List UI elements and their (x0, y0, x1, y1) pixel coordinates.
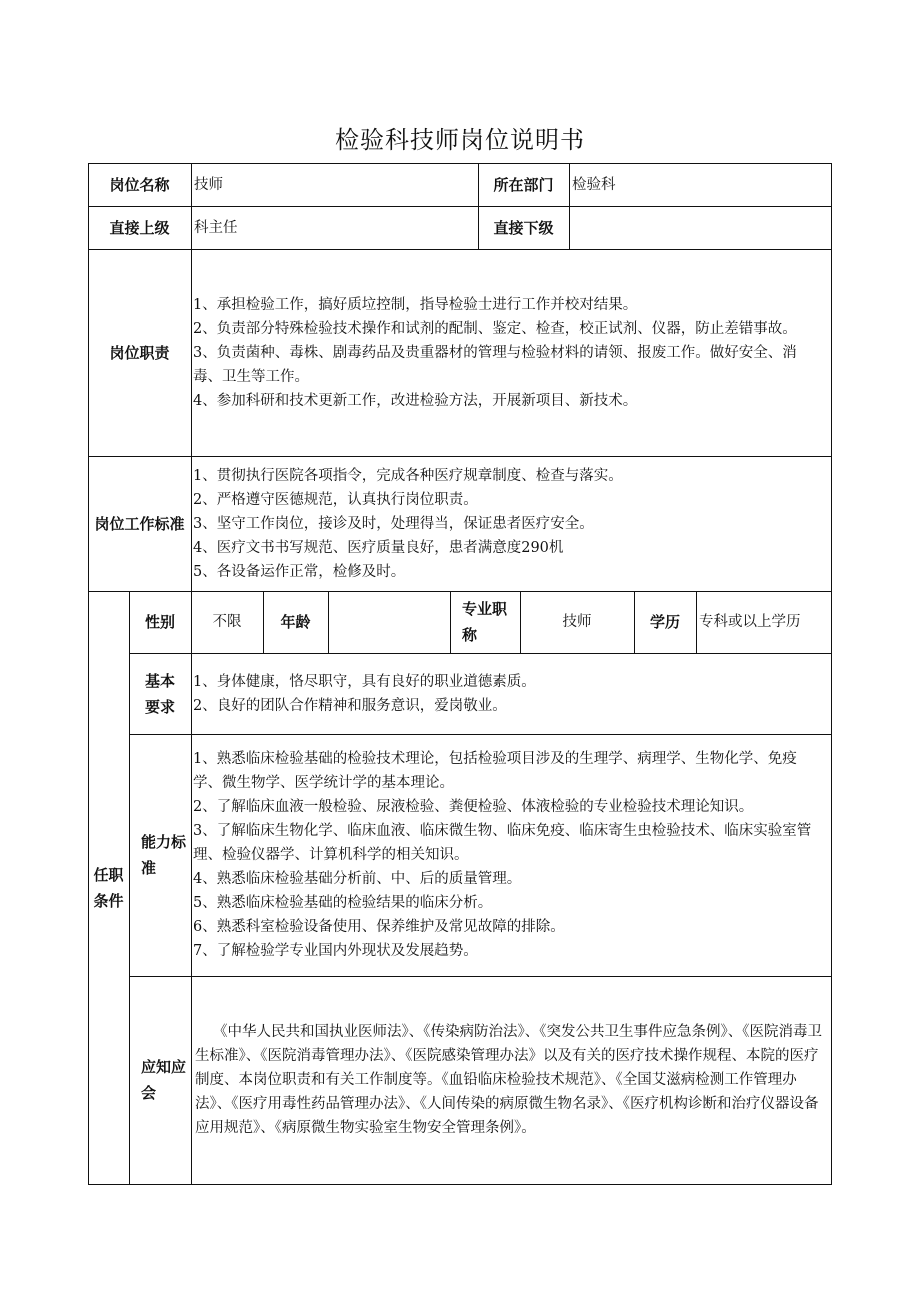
list-item: 1、贯彻执行医院各项指令，完成各种医疗规章制度、检查与落实。 (193, 467, 623, 484)
duties-label: 岗位职责 (109, 343, 170, 362)
list-item: 3、了解临床生物化学、临床血液、临床微生物、临床免疫、临床寄生虫检验技术、临床实验室管理、检验仪器学、计算机科学的相关知识。 (193, 823, 812, 863)
ability-standards-label-line1: 能力标 (141, 833, 187, 851)
gender-value: 不限 (212, 614, 242, 630)
superior-value: 科主任 (194, 219, 238, 236)
required-knowledge-label-line2: 会 (141, 1084, 157, 1102)
required-knowledge-label-line1: 应知应 (141, 1058, 187, 1076)
professional-title-label (450, 591, 520, 653)
list-item: 1、熟悉临床检验基础的检验技术理论，包括检验项目涉及的生理学、病理学、生物化学、免疫学、微生物学、医学统计学的基本理论。 (193, 751, 797, 791)
subordinate-value (569, 206, 831, 249)
basic-requirements-label (129, 653, 191, 734)
list-item: 5、各设备运作正常，检修及时。 (193, 563, 406, 580)
required-knowledge-text (191, 976, 831, 1184)
list-item: 1、承担检验工作，搞好质垃控制，指导检验士进行工作并校对结果。 (193, 296, 638, 313)
list-item: 3、坚守工作岗位，接诊及时，处理得当，保证患者医疗安全。 (193, 515, 594, 532)
document-title: 检验科技师岗位说明书 (335, 126, 585, 154)
required-knowledge-paragraph: 《中华人民共和国执业医师法》、《传染病防治法》、《突发公共卫生事件应急条例》、《医院消毒卫生标准》、《医院消毒管理办法》、《医院感染管理办法》以及有关的医疗技术操作规程、本院的医疗制度、本岗位职责和有关工作制度等。《血铅临床检验技术规范》、《全国艾滋病检测工作管理办法》、《医疗用毒性药品管理办法》、《人间传染的病原微生物名录》、《医疗机构诊断和治疗仪器设备应用规范》、《病原微生物实验室生物安全管理条例》。 (195, 1024, 822, 1136)
list-item: 4、医疗文书书写规范、医疗质量良好，患者满意度290机 (193, 539, 564, 556)
qualifications-label (88, 591, 129, 1184)
duties-list (191, 249, 831, 456)
basic-requirements-label-line1: 基本 (144, 671, 175, 690)
gender-label: 性别 (144, 613, 175, 631)
professional-title-value: 技师 (562, 614, 592, 630)
qualifications-label-line1: 任职 (93, 865, 124, 884)
table-border-bottom (88, 1184, 832, 1185)
list-item: 2、严格遵守医德规范，认真执行岗位职责。 (193, 491, 478, 508)
required-knowledge-label (129, 976, 191, 1184)
subordinate-label: 直接下级 (493, 218, 554, 237)
list-item: 3、负责菌种、毒株、剧毒药品及贵重器材的管理与检验材料的请领、报废工作。做好安全、消毒、卫生等工作。 (193, 344, 797, 385)
education-label: 学历 (649, 613, 680, 631)
age-label: 年龄 (280, 613, 311, 631)
ability-standards-list (191, 734, 831, 976)
qualifications-label-line2: 条件 (93, 891, 124, 910)
professional-title-label-line1: 专业职 (462, 600, 508, 618)
post-name-value: 技师 (194, 176, 223, 193)
ability-standards-label-line2: 准 (141, 859, 157, 877)
list-item: 6、熟悉科室检验设备使用、保养维护及常见故障的排除。 (193, 919, 565, 935)
list-item: 5、熟悉临床检验基础的检验结果的临床分析。 (193, 895, 493, 911)
list-item: 2、良好的团队合作精神和服务意识，爱岗敬业。 (193, 697, 507, 714)
list-item: 1、身体健康，恪尽职守，具有良好的职业道德素质。 (193, 673, 536, 690)
professional-title-label-line2: 称 (462, 626, 478, 644)
basic-requirements-list (191, 653, 831, 734)
list-item: 7、了解检验学专业国内外现状及发展趋势。 (193, 943, 478, 959)
post-name-label: 岗位名称 (109, 175, 170, 194)
list-item: 2、了解临床血液一般检验、尿液检验、粪便检验、体液检验的专业检验技术理论知识。 (193, 799, 754, 815)
standards-label: 岗位工作标准 (94, 514, 185, 533)
list-item: 4、参加科研和技术更新工作，改进检验方法，开展新项目、新技术。 (193, 392, 638, 409)
age-value (328, 591, 450, 653)
list-item: 4、熟悉临床检验基础分析前、中、后的质量管理。 (193, 871, 522, 887)
standards-list (191, 456, 831, 591)
department-label: 所在部门 (493, 175, 554, 194)
table-border-right (831, 163, 832, 1184)
ability-standards-label (129, 734, 191, 976)
list-item: 2、负责部分特殊检验技术操作和试剂的配制、鉴定、检查，校正试剂、仪器，防止差错事故。 (193, 320, 797, 337)
basic-requirements-label-line2: 要求 (144, 697, 175, 716)
superior-label: 直接上级 (109, 218, 170, 237)
education-value: 专科或以上学历 (699, 614, 801, 630)
department-value: 检验科 (572, 176, 616, 193)
